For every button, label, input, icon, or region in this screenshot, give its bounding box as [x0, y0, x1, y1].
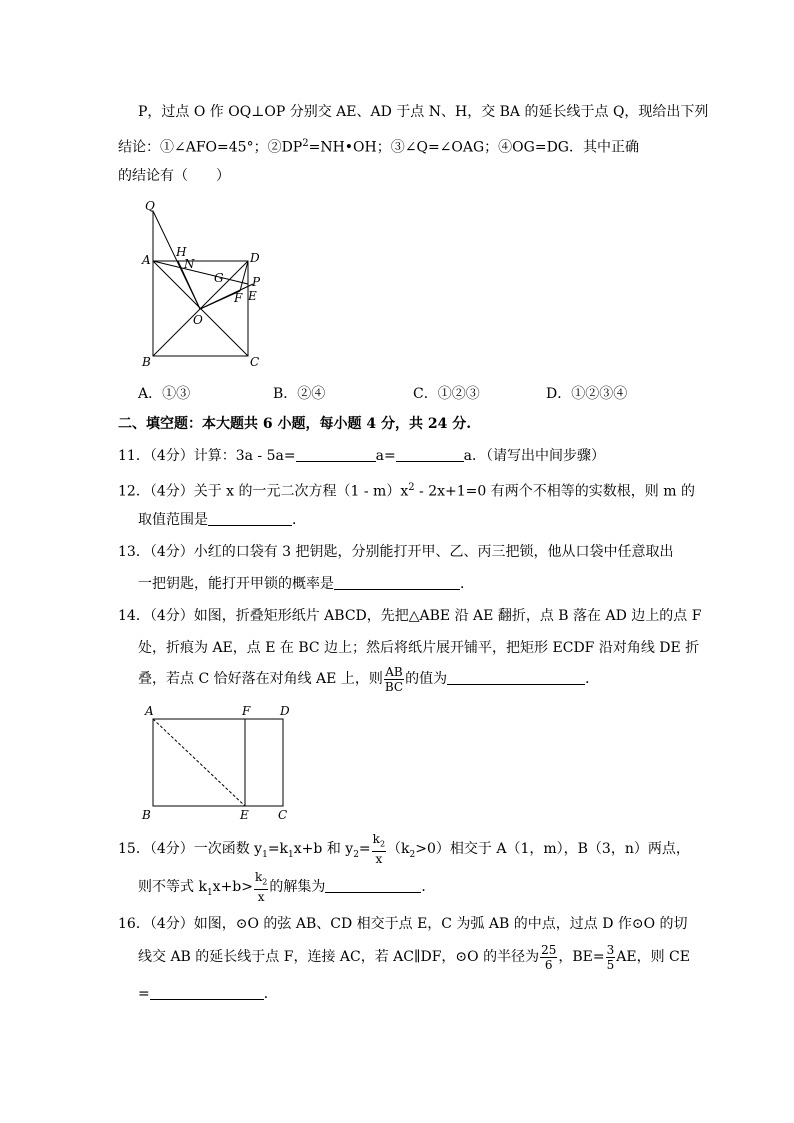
q15-frac2-num-sub: 2: [262, 877, 268, 887]
q15-frac2-num-k: k: [255, 870, 263, 884]
q16-line2-pre: 线交 AB 的延长线于点 F，连接 AC，若 AC∥DF，⊙O 的半径为: [138, 949, 540, 965]
q16-line3-text: =: [138, 986, 150, 1002]
q15-frac2-num: [254, 870, 268, 890]
q10-option-b: B．②④: [273, 386, 326, 402]
q16-fraction-ratio: [606, 943, 616, 972]
q14-text-line2: 处，折痕为 AE，点 E 在 BC 边上；然后将纸片展开铺平，把矩形 ECDF 沿对角线 DE 折: [138, 640, 700, 656]
q16-frac2-num: 3: [606, 942, 615, 957]
q15-mid1: =k: [267, 841, 289, 858]
q16-text-line1: 16．（4分）如图，⊙O 的弦 AB、CD 相交于点 E，C 为弧 AB 的中点，过点 D 作⊙O 的切: [118, 916, 688, 932]
fig10-label-c: C: [250, 355, 260, 369]
q10-option-d: D．①②③④: [546, 386, 628, 402]
q16-text-line3: = ．: [138, 986, 278, 1002]
q15-frac1-num-sub: 2: [379, 839, 386, 849]
q16-line2-post: AE，则 CE: [616, 949, 690, 965]
q12-line1-pre: 12．（4分）关于 x 的一元二次方程（1 - m）x: [118, 483, 409, 500]
fig10-label-h: H: [176, 245, 187, 259]
q15-blank[interactable]: [325, 878, 421, 893]
fig10-label-p: P: [252, 275, 261, 289]
q15-text-line1: [118, 832, 690, 870]
q14-rectangle-figure: [138, 702, 298, 822]
q11-blank-2[interactable]: [396, 447, 464, 462]
q14-blank[interactable]: [447, 670, 585, 685]
q14-frac-den: BC: [384, 679, 404, 694]
fig10-label-d: D: [250, 251, 260, 265]
q16-text-line2: [138, 940, 690, 974]
q15-text-line2: 则不等式 $k_1x+b>$ $\frac{k_2}{x}$ 的解集为 ．: [138, 870, 436, 905]
q15-sub3: 2: [353, 849, 359, 860]
fig14-label-a: A: [145, 704, 154, 718]
q15-line1-end: >0）相交于 A（1，m），B（3，n）两点，: [415, 841, 690, 858]
q15-mid2: x+b 和 y: [293, 841, 354, 858]
fig10-label-q: Q: [145, 199, 155, 213]
q10-text-line1: P，过点 O 作 OQ⊥OP 分别交 AE、AD 于点 N、H，交 BA 的延长线于点 Q，现给出下列: [138, 104, 709, 120]
q12-line1-post: - 2x+1=0 有两个不相等的实数根，则 m 的: [414, 483, 695, 500]
q16-frac2-den: 5: [606, 957, 615, 972]
q14-fraction: [384, 665, 404, 694]
q15-frac2-den: x: [257, 890, 265, 905]
q15-sub1: 1: [262, 849, 268, 860]
q11-text-b: a=: [375, 448, 396, 464]
q15-sub2: 1: [288, 849, 294, 860]
q15-sub4: 2: [409, 849, 416, 860]
q12-line1-sup: 2: [408, 482, 415, 493]
fig14-label-d: D: [280, 704, 290, 718]
q15-frac1-num-k: k: [372, 832, 380, 846]
q11-text-c: a．（请写出中间步骤）: [463, 448, 606, 464]
q14-line3-pre: 叠，若点 C 恰好落在对角线 AE 上，则: [138, 671, 383, 687]
q10-line2-pre: 结论：①∠AFO=45°；②DP: [118, 139, 303, 156]
q13-blank[interactable]: [334, 575, 460, 590]
q16-frac1-den: 6: [544, 957, 553, 972]
q13-text-line1: 13．（4分）小红的口袋有 3 把钥匙，分别能打开甲、乙、丙三把锁，他从口袋中任意取出: [118, 544, 674, 560]
q16-line2-mid: ，BE=: [558, 949, 605, 965]
fig10-label-a: A: [142, 253, 151, 267]
fig10-label-n: N: [184, 257, 195, 271]
q14-line3-post: 的值为: [405, 671, 448, 687]
fig10-label-g: G: [214, 271, 224, 285]
q15-sub5: 1: [206, 887, 213, 898]
q15-frac1-num: [372, 832, 386, 852]
q10-option-a: A．①③: [138, 386, 191, 402]
q14-text-line3: 叠，若点 C 恰好落在对角线 AE 上，则 $\frac{AB}{BC}$ 的值为 ．: [138, 664, 600, 694]
q15-line2-pre: 则不等式 k: [138, 879, 207, 896]
q10-geometry-figure: [138, 196, 278, 376]
q15-fraction-2: [254, 870, 268, 904]
q14-text-line1: 14．（4分）如图，折叠矩形纸片 ABCD，先把△ABE 沿 AE 翻折，点 B 落在 AD 边上的点 F: [118, 608, 702, 624]
q11-text-a: 11．（4分）计算：3a - 5a=: [118, 448, 296, 464]
q10-text-line3: 的结论有（ ）: [118, 168, 230, 184]
q13-text-line2: 一把钥匙，能打开甲锁的概率是 ．: [138, 576, 474, 592]
q15-line2-post: 的解集为: [269, 879, 326, 896]
q15-line1-pre: 15．（4分）一次函数 y: [118, 841, 263, 858]
q16-blank[interactable]: [150, 985, 264, 1000]
q15-mid3: =: [358, 841, 371, 858]
q15-frac1-den: x: [375, 852, 383, 867]
q16-fraction-radius: [540, 943, 557, 972]
q10-line2-post: =NH•OH；③∠Q=∠OAG；④OG=DG．其中正确: [308, 139, 639, 156]
q15-line1-post: （k: [387, 841, 410, 858]
fig14-label-b: B: [142, 808, 151, 822]
fig10-label-e: E: [248, 289, 257, 303]
section2-heading: 二、填空题：本大题共 6 小题，每小题 4 分，共 24 分.: [118, 416, 472, 432]
fig10-label-f: F: [234, 291, 243, 305]
q10-line2-sup: 2: [302, 138, 309, 149]
q15-line2-mid: x+b>: [212, 879, 253, 896]
q14-frac-num: AB: [385, 664, 403, 679]
q11-text: [118, 446, 605, 466]
q12-blank[interactable]: [208, 511, 292, 526]
q12-text-line2: 取值范围是 ．: [138, 512, 306, 528]
fig14-label-f: F: [242, 704, 251, 718]
fig14-label-c: C: [278, 808, 288, 822]
q10-text-line2: [118, 134, 639, 158]
q10-option-c: C．①②③: [413, 386, 480, 402]
q16-frac1-num: 25: [541, 942, 557, 957]
fig10-label-o: O: [193, 313, 203, 327]
q12-text-line1: [118, 478, 695, 502]
q12-line2-text: 取值范围是: [138, 512, 208, 528]
q11-blank-1[interactable]: [296, 447, 376, 462]
fig14-label-e: E: [240, 808, 249, 822]
q15-fraction-1: [372, 832, 386, 866]
q13-line2-text: 一把钥匙，能打开甲锁的概率是: [138, 576, 334, 592]
fig10-label-b: B: [142, 355, 151, 369]
